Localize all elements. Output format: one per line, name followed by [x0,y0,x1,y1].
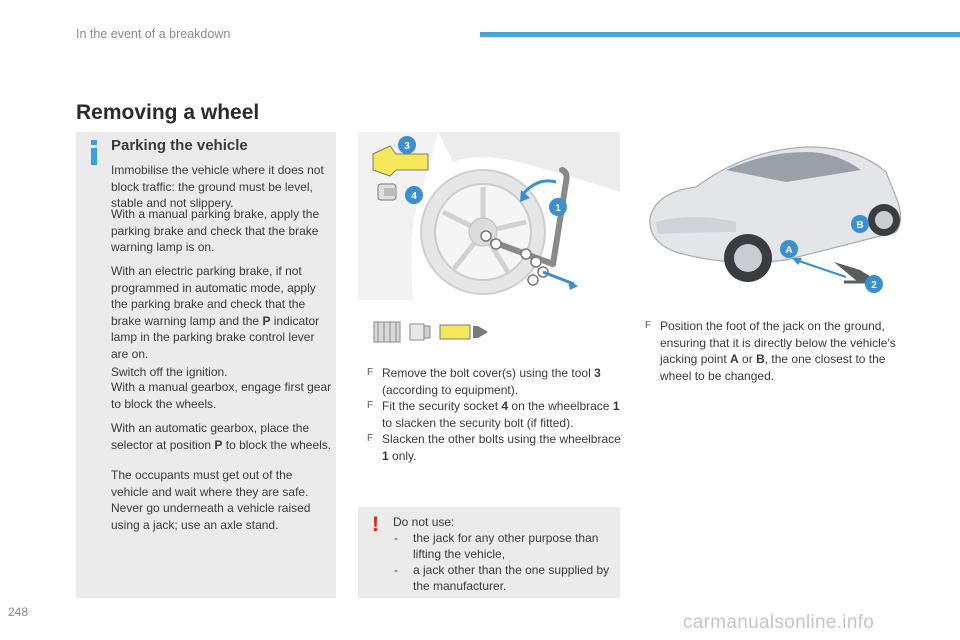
jack-steps-list [645,318,915,384]
info-icon [89,140,99,166]
list-item: F Fit the security socket 4 on the wheelbrace 1 to slacken the security bolt (if fitted). [367,399,620,430]
paragraph-auto-gearbox: With an automatic gearbox, place the selector at position P to block the wheels. [111,421,332,452]
warning-item: - the jack for any other purpose than lifting the vehicle, [394,531,599,561]
paragraph-manual-brake: With a manual parking brake, apply the parking brake and check that the brake warning lamp is on. [111,207,320,254]
paragraph-immobilise: Immobilise the vehicle where it does not block traffic: the ground must be level, stable and not slippery. [111,163,324,210]
bolt-steps-list [367,365,625,464]
list-item: F Slacken the other bolts using the wheelbrace 1 only. [367,432,621,463]
bolt-cover-tool-illustration [370,312,490,352]
svg-text:3: 3 [404,141,410,152]
svg-text:4: 4 [411,191,417,202]
car-jack-illustration [636,132,916,307]
callout-1 [549,198,567,216]
warning-panel [358,507,620,598]
panel-title: Parking the vehicle [111,137,248,154]
warning-icon: ! [372,513,379,536]
paragraph-manual-gearbox: With a manual gearbox, engage first gear to block the wheels. [111,380,332,411]
watermark: carmanualsonline.info [683,612,875,633]
callout-a [780,240,798,258]
section-header: In the event of a breakdown [76,27,231,41]
paragraph-occupants: The occupants must get out of the vehicle and wait where they are safe. [111,468,309,499]
callout-b [851,215,869,233]
wheel-bolt-illustration [358,132,620,300]
paragraph-axle-stand: Never go underneath a vehicle raised using a jack; use an axle stand. [111,501,311,532]
svg-text:2: 2 [871,280,877,291]
paragraph-ignition: Switch off the ignition. [111,365,228,379]
list-item: F Remove the bolt cover(s) using the tool 3 (according to equipment). [367,366,601,397]
page-title: Removing a wheel [76,101,260,124]
callout-2 [865,275,883,293]
callout-3 [398,136,416,154]
parking-info-panel [76,132,336,598]
warning-intro: Do not use: [393,515,455,529]
callout-4 [405,186,423,204]
header-accent-bar [480,32,960,37]
paragraph-electric-brake: With an electric parking brake, if not programmed in automatic mode, apply the parking brake and check that the brake warning lamp and the P indicator lamp in the parking brake control lever are on. [111,264,320,361]
page-number: 248 [8,605,29,619]
svg-text:A: A [785,245,793,256]
warning-item: - a jack other than the one supplied by the manufacturer. [394,563,610,593]
svg-text:B: B [856,220,864,231]
svg-text:1: 1 [555,203,561,214]
list-item: F Position the foot of the jack on the ground, ensuring that it is directly below the vehicle's jacking point A or B, the one closest to the wheel to be changed. [645,319,896,383]
warning-text [393,514,615,594]
